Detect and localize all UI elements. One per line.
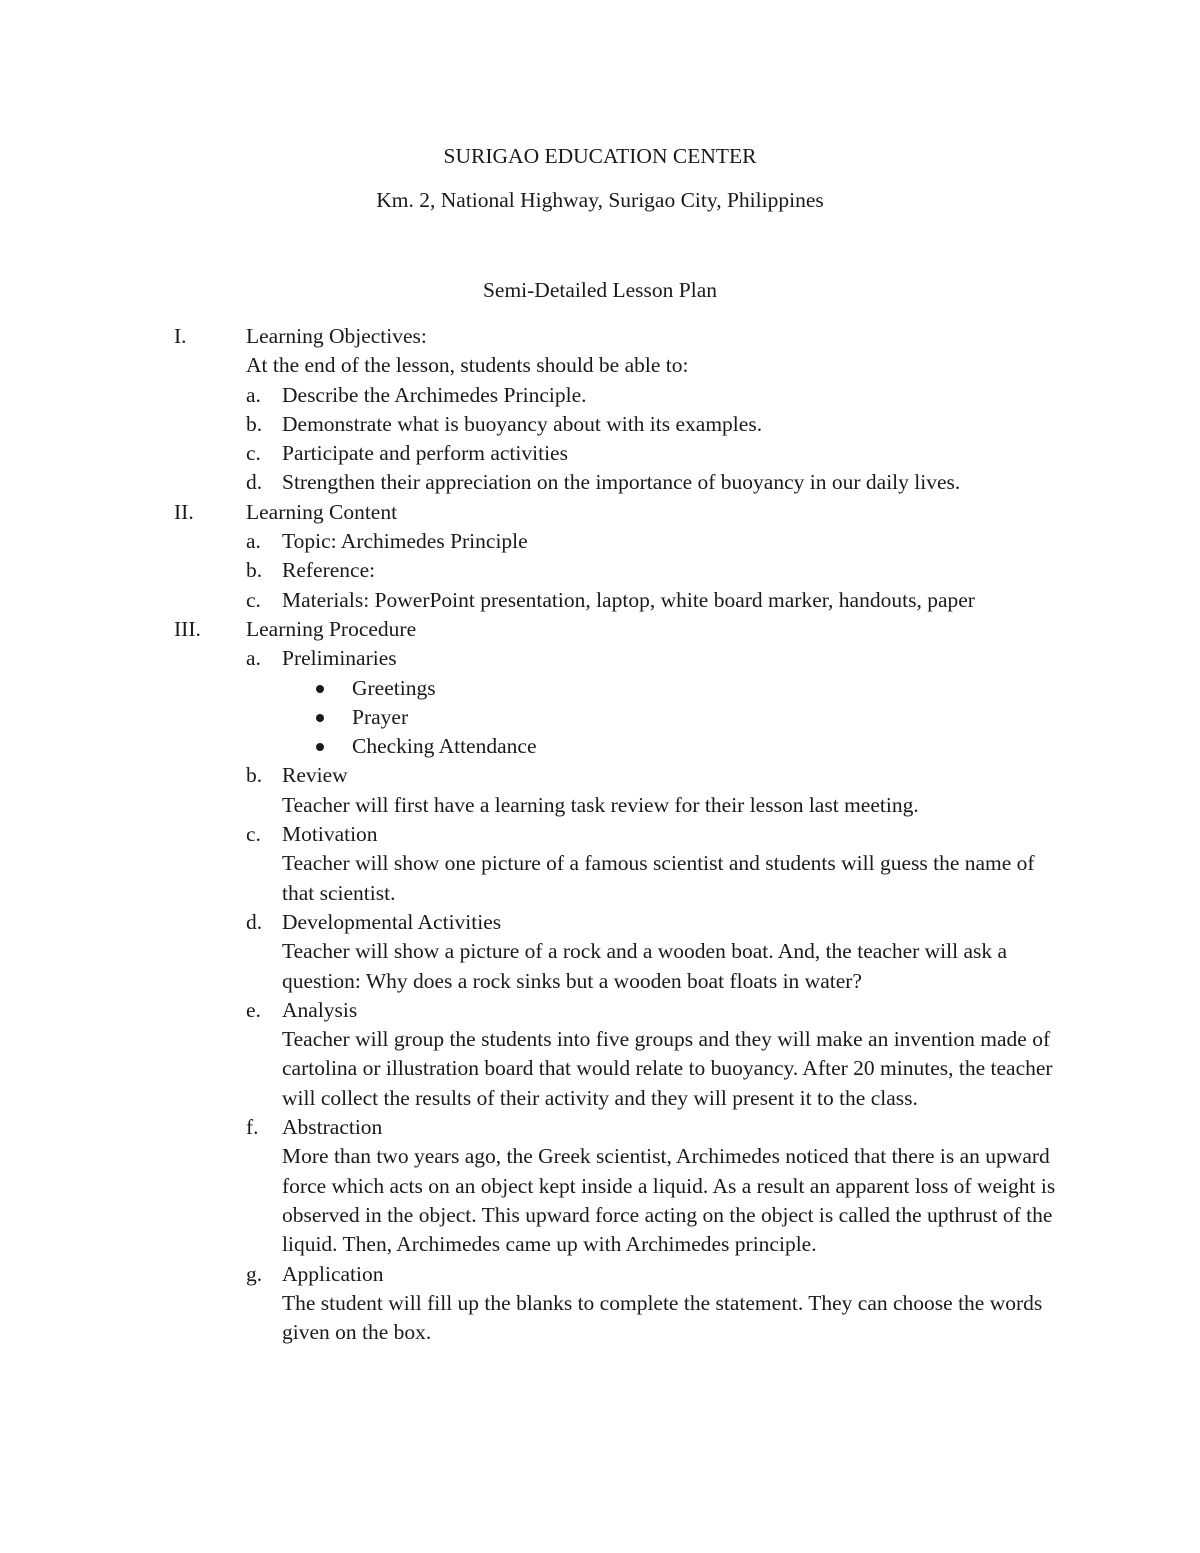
item-letter: d. (246, 470, 263, 495)
item-text: Application (282, 1261, 384, 1286)
bullet-icon (316, 743, 324, 751)
item-letter: a. (246, 382, 261, 407)
item-letter: b. (246, 558, 263, 583)
item-text: Topic: Archimedes Principle (282, 529, 528, 554)
bullet-item: Prayer (0, 703, 1200, 732)
item-text: Abstraction (282, 1115, 383, 1140)
school-name: SURIGAO EDUCATION CENTER (443, 144, 757, 168)
list-item (0, 381, 1200, 410)
list-item (0, 1113, 1200, 1142)
bullet-icon (316, 685, 324, 693)
section-numeral: III. (174, 616, 201, 641)
item-text: Analysis (282, 997, 358, 1022)
list-item (0, 761, 1200, 790)
item-text: Describe the Archimedes Principle. (282, 382, 587, 407)
item-description: Teacher will show a picture of a rock and a wooden boat. And, the teacher will ask a question: Why does a rock sinks but a wooden boat floats in water? (282, 939, 1008, 993)
item-text: Developmental Activities (282, 909, 502, 934)
item-letter: b. (246, 763, 263, 788)
item-text: Reference: (282, 558, 376, 583)
section-numeral: II. (174, 499, 194, 524)
item-letter: a. (246, 646, 261, 671)
section-heading (0, 322, 1200, 351)
item-text: Review (282, 763, 348, 788)
section-title: Learning Procedure (246, 616, 417, 641)
item-letter: c. (246, 441, 261, 466)
list-item (0, 410, 1200, 439)
item-letter: b. (246, 411, 263, 436)
list-item (0, 1260, 1200, 1289)
item-letter: c. (246, 822, 261, 847)
list-item (0, 644, 1200, 673)
item-letter: d. (246, 909, 263, 934)
bullet-icon (316, 714, 324, 722)
item-letter: g. (246, 1261, 263, 1286)
item-letter: f. (246, 1115, 259, 1140)
section-numeral: I. (174, 324, 187, 348)
list-item (0, 439, 1200, 468)
item-description: Teacher will group the students into five groups and they will make an invention made of cartolina or illustration board that would relate to buoyancy. After 20 minutes, the teacher will collect the results of their activity and they will present it to the class. (282, 1027, 1053, 1110)
section-title: Learning Content (246, 499, 398, 524)
bullet-item: Greetings (0, 674, 1200, 703)
item-letter: a. (246, 529, 261, 554)
section-intro: At the end of the lesson, students should be able to: (246, 353, 689, 378)
section-heading (0, 615, 1200, 644)
list-item (0, 820, 1200, 849)
list-item (0, 996, 1200, 1025)
lesson-outline (0, 322, 1200, 1347)
item-letter: e. (246, 997, 261, 1022)
item-text: Strengthen their appreciation on the importance of buoyancy in our daily lives. (282, 470, 961, 495)
document-title: Semi-Detailed Lesson Plan (482, 278, 718, 302)
item-description: Teacher will first have a learning task review for their lesson last meeting. (282, 792, 919, 817)
item-text: Motivation (282, 822, 378, 847)
item-text: Demonstrate what is buoyancy about with its examples. (282, 411, 763, 436)
item-text: Preliminaries (282, 646, 397, 671)
item-letter: c. (246, 587, 261, 612)
section-title: Learning Objectives: (246, 324, 427, 348)
item-description: More than two years ago, the Greek scientist, Archimedes noticed that there is an upward force which acts on an object kept inside a liquid. As a result an apparent loss of weight is observed in the object. This upward force acting on the object is called the upthrust of the liquid. Then, Archimedes came up with Archimedes principle. (282, 1144, 1056, 1257)
list-item (0, 556, 1200, 585)
list-item (0, 527, 1200, 556)
item-text: Materials: PowerPoint presentation, laptop, white board marker, handouts, paper (282, 587, 975, 612)
school-address: Km. 2, National Highway, Surigao City, Philippines (376, 188, 824, 212)
section-heading (0, 498, 1200, 527)
bullet-item: Checking Attendance (0, 732, 1200, 761)
list-item (0, 468, 1200, 497)
list-item (0, 586, 1200, 615)
item-text: Participate and perform activities (282, 441, 568, 466)
item-description: The student will fill up the blanks to complete the statement. They can choose the words given on the box. (282, 1290, 1043, 1345)
list-item (0, 908, 1200, 937)
item-description: Teacher will show one picture of a famous scientist and students will guess the name of that scientist. (282, 851, 1035, 905)
